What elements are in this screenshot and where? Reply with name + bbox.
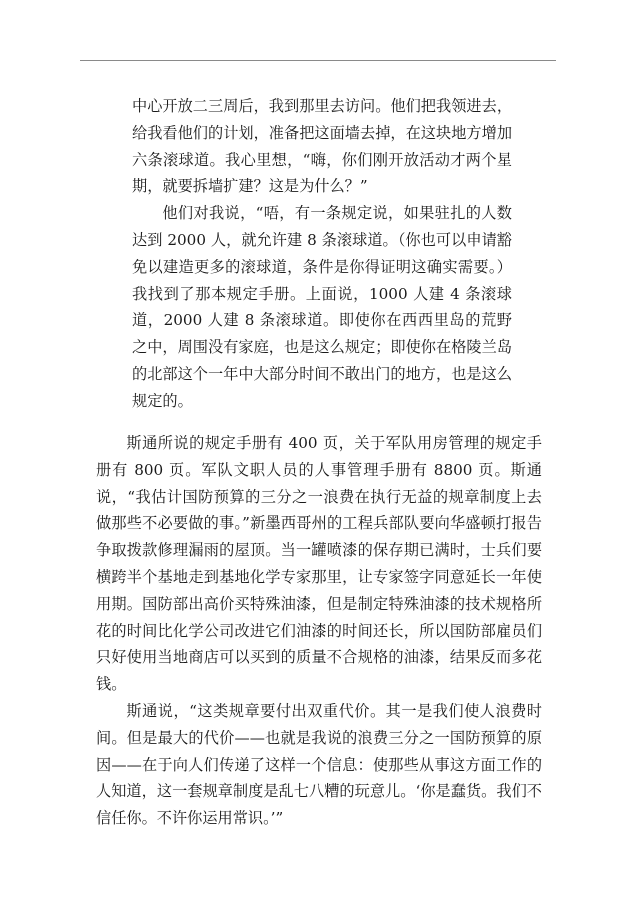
body-text [96,430,542,832]
quote-paragraph-2: 他们对我说，“唔，有一条规定说，如果驻扎的人数达到 2000 人，就允许建 8 条滚球道。（你也可以申请豁免以建造更多的滚球道，条件是你得证明这确实需要。）我找到了那本规定手册。上面说，1000 人建 4 条滚球道，2000 人建 8 条滚球道。即使你在西西里岛的荒野之中，周围没有家庭，也是这么规定；即使你在格陵兰岛的北部这个一年中大部分时间不敢出门的地方，也是这么规定的。 [132,204,512,410]
quote-paragraph-1: 中心开放二三周后，我到那里去访问。他们把我领进去，给我看他们的计划，准备把这面墙去掉，在这块地方增加六条滚球道。我心里想，“嗨，你们刚开放活动才两个星期，就要拆墙扩建？这是为什么？” [132,97,512,196]
body-paragraph-2: 斯通说，“这类规章要付出双重代价。其一是我们使人浪费时间。但是最大的代价——也就是我说的浪费三分之一国防预算的原因——在于向人们传递了这样一个信息：使那些从事这方面工作的人知道，这一套规章制度是乱七八糟的玩意儿。‘你是蠢货。我们不信任你。不许你运用常识。’” [96,701,542,828]
body-paragraph-1: 斯通所说的规定手册有 400 页，关于军队用房管理的规定手册有 800 页。军队文职人员的人事管理手册有 8800 页。斯通说，“我估计国防预算的三分之一浪费在执行无益的规章制度上去做那些不必要做的事。”新墨西哥州的工程兵部队要向华盛顿打报告争取拨款修理漏雨的屋顶。当一罐喷漆的保存期已满时，士兵们要横跨半个基地走到基地化学专家那里，让专家签字同意延长一年使用期。国防部出高价买特殊油漆，但是制定特殊油漆的技术规格所花的时间比化学公司改进它们油漆的时间还长，所以国防部雇员们只好使用当地商店可以买到的质量不合规格的油漆，结果反而多花钱。 [96,434,542,694]
quoted-passage [132,93,512,415]
header-rule [80,60,556,61]
